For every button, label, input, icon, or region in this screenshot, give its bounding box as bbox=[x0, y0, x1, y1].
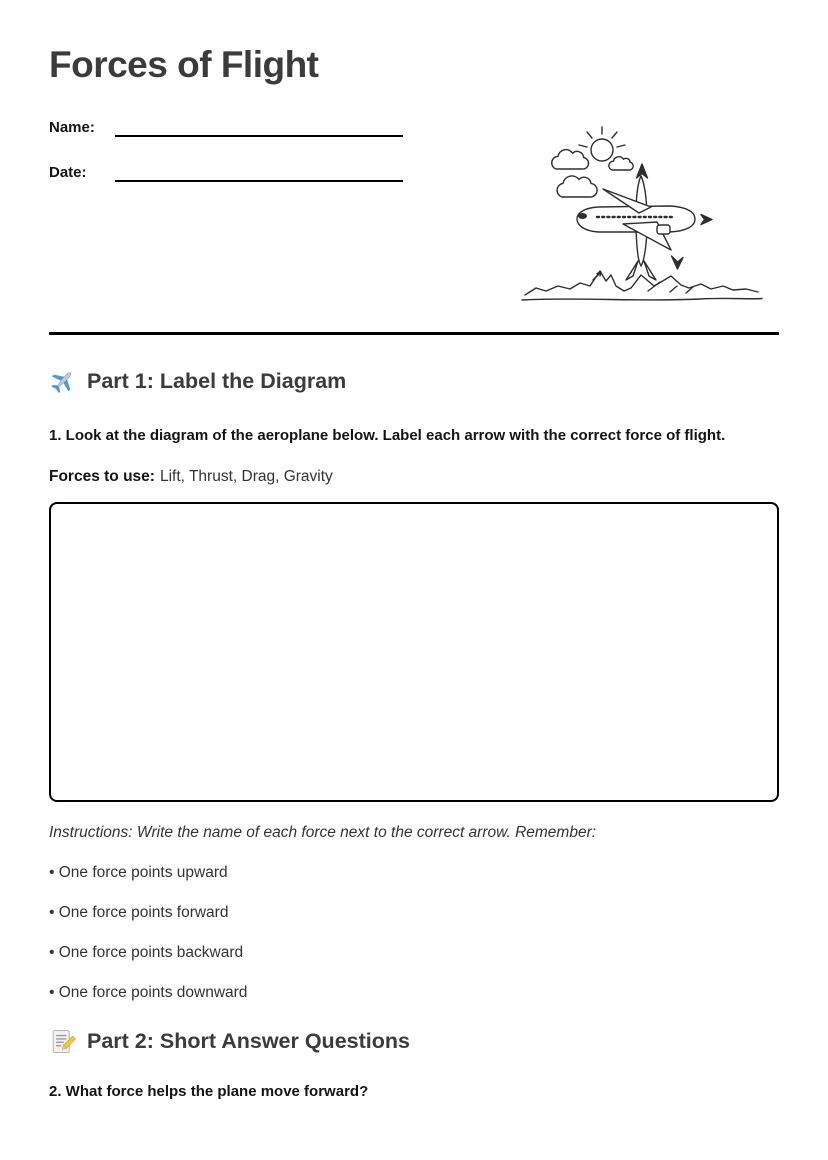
section-divider bbox=[49, 332, 779, 335]
airplane-icon bbox=[49, 368, 76, 395]
up-arrow-icon bbox=[637, 164, 648, 178]
part1-heading bbox=[49, 368, 779, 395]
name-write-line bbox=[115, 115, 403, 137]
forces-line bbox=[49, 467, 779, 486]
diagram-box bbox=[49, 502, 779, 802]
part2-question: 2. What force helps the plane move forward? bbox=[49, 1083, 369, 1101]
date-label: Date: bbox=[49, 164, 87, 182]
forces-list: Lift, Thrust, Drag, Gravity bbox=[159, 468, 333, 486]
bullet-item-upward: • One force points upward bbox=[49, 864, 228, 882]
page-title: Forces of Flight bbox=[49, 44, 319, 85]
forces-label: Forces to use: bbox=[49, 468, 155, 486]
name-label: Name: bbox=[49, 119, 95, 137]
bullet-item-forward: • One force points forward bbox=[49, 904, 229, 922]
date-write-line bbox=[115, 160, 403, 182]
mountains-icon bbox=[522, 271, 762, 300]
down-arrow-icon bbox=[672, 256, 684, 269]
instructions-text: Instructions: Write the name of each force next to the correct arrow. Remember: bbox=[49, 824, 597, 842]
part2-heading-label: Part 2: Short Answer Questions bbox=[87, 1029, 410, 1054]
memo-icon bbox=[49, 1028, 76, 1055]
part1-heading-label: Part 1: Label the Diagram bbox=[87, 369, 347, 394]
airplane-doodle-illustration bbox=[520, 122, 768, 314]
part2-heading bbox=[49, 1028, 779, 1055]
worksheet-page bbox=[0, 42, 828, 1160]
bullet-item-backward: • One force points backward bbox=[49, 944, 244, 962]
bullet-item-downward: • One force points downward bbox=[49, 984, 248, 1002]
part1-question: 1. Look at the diagram of the aeroplane below. Label each arrow with the correct force of flight. bbox=[49, 427, 726, 445]
forward-arrow-icon bbox=[701, 215, 712, 225]
